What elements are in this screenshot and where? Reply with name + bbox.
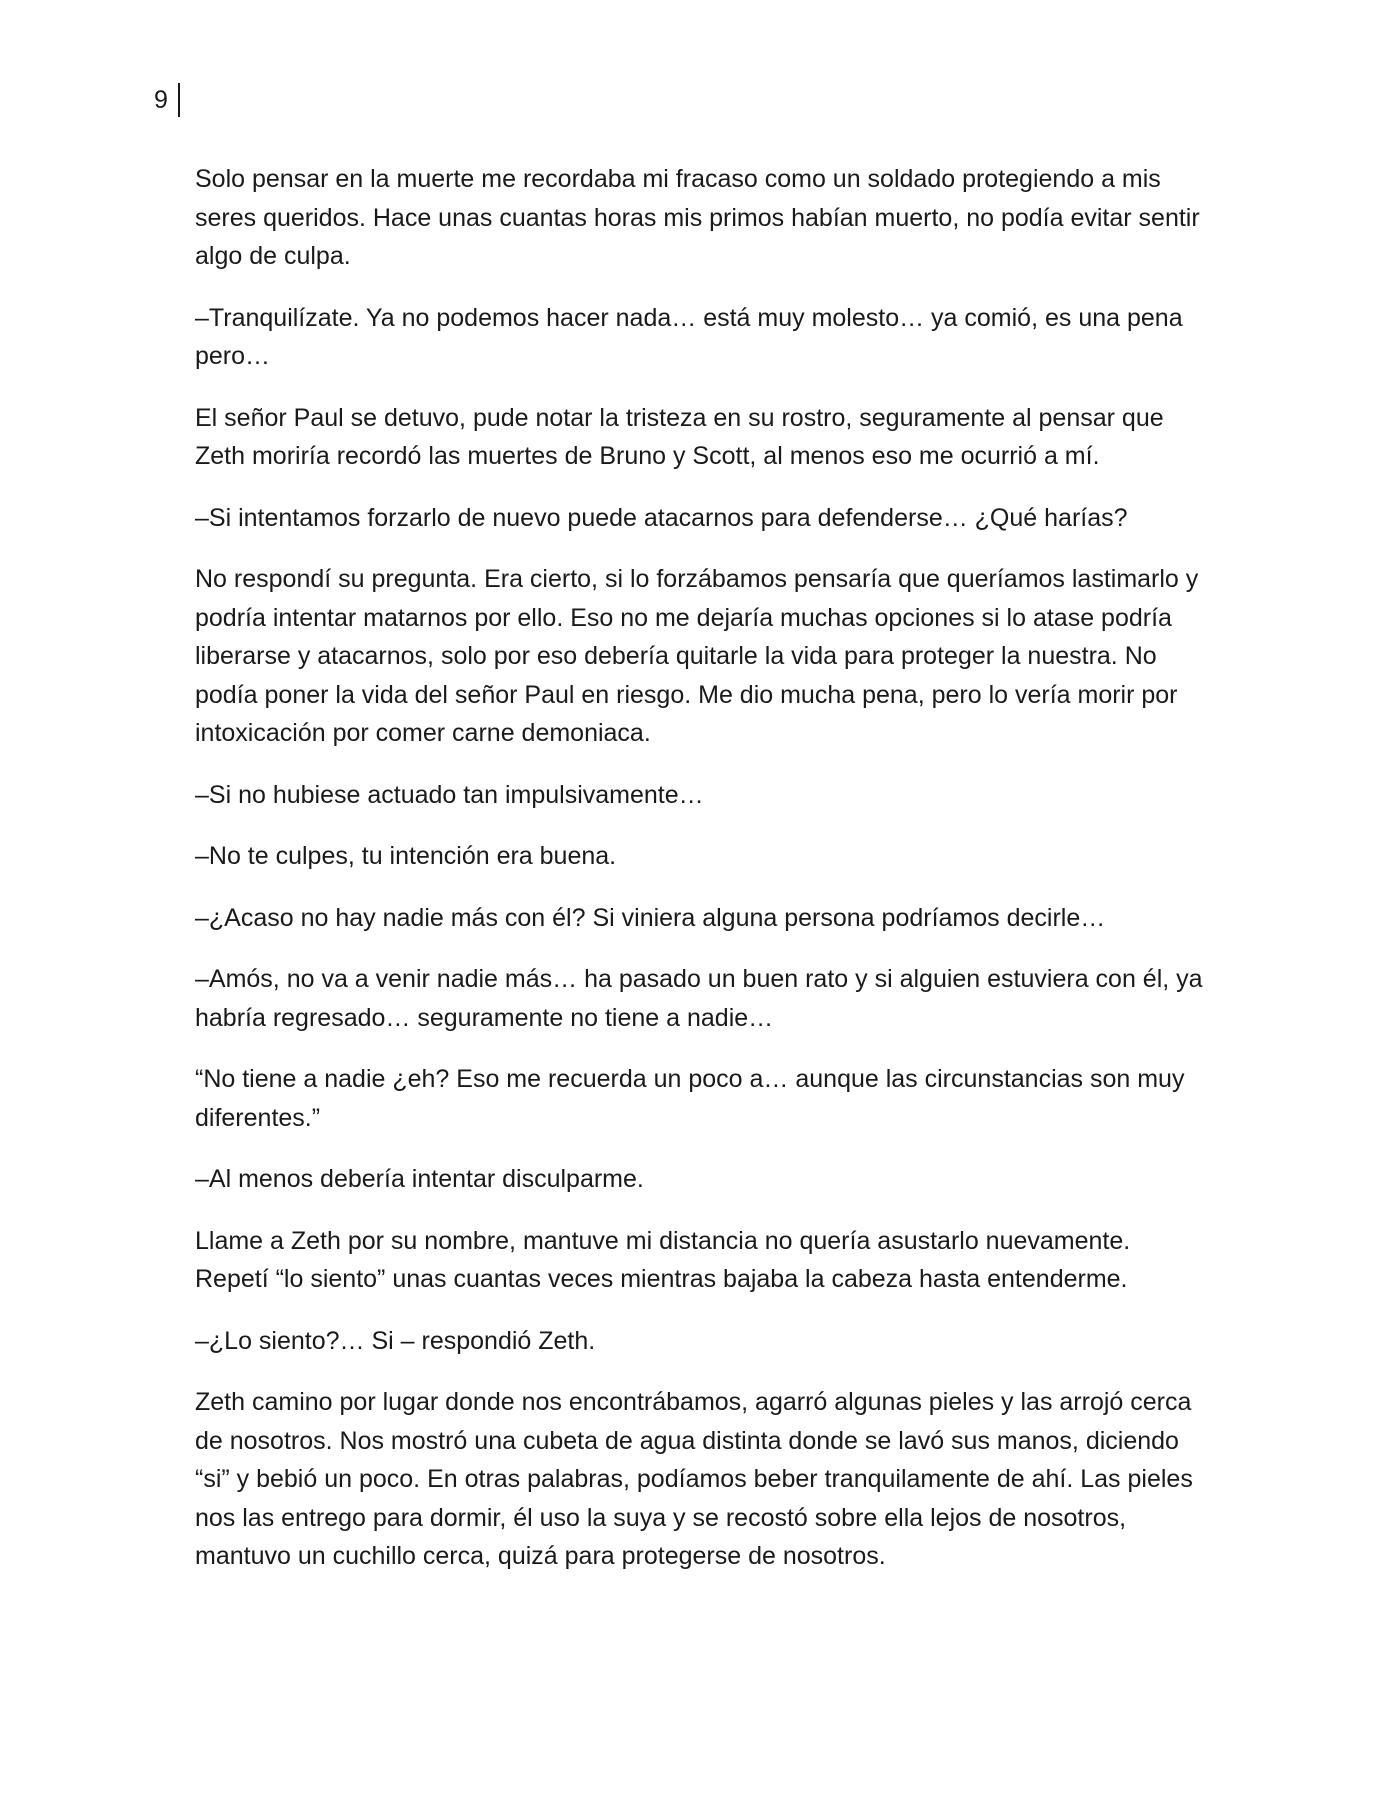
paragraph: “No tiene a nadie ¿eh? Eso me recuerda un poco a… aunque las circunstancias son muy diferentes.”	[195, 1065, 1185, 1132]
header-divider	[178, 83, 180, 117]
paragraph: Llame a Zeth por su nombre, mantuve mi distancia no quería asustarlo nuevamente. Repetí “lo siento” unas cuantas veces mientras bajaba la cabeza hasta entenderme.	[195, 1226, 1131, 1293]
paragraph: –¿Acaso no hay nadie más con él? Si viniera alguna persona podríamos decirle…	[195, 903, 1106, 932]
paragraph: –Si no hubiese actuado tan impulsivamente…	[195, 780, 704, 809]
page-number: 9	[154, 86, 168, 114]
paragraph: El señor Paul se detuvo, pude notar la tristeza en su rostro, seguramente al pensar que Zeth moriría recordó las muertes de Bruno y Scott, al menos eso me ocurrió a mí.	[195, 403, 1164, 470]
paragraph: –No te culpes, tu intención era buena.	[195, 842, 617, 870]
paragraph: –Amós, no va a venir nadie más… ha pasado un buen rato y si alguien estuviera con él, ya habría regresado… seguramente no tiene a nadie…	[195, 965, 1203, 1032]
body-text	[195, 160, 1205, 1599]
paragraph: –Al menos debería intentar disculparme.	[195, 1165, 644, 1193]
paragraph: –¿Lo siento?… Si – respondió Zeth.	[195, 1326, 596, 1355]
page-header	[154, 84, 180, 116]
paragraph: –Tranquilízate. Ya no podemos hacer nada… está muy molesto… ya comió, es una pena pero…	[195, 303, 1183, 370]
paragraph: –Si intentamos forzarlo de nuevo puede atacarnos para defenderse… ¿Qué harías?	[195, 503, 1128, 532]
paragraph: Zeth camino por lugar donde nos encontrábamos, agarró algunas pieles y las arrojó cerca de nosotros. Nos mostró una cubeta de agua distinta donde se lavó sus manos, diciendo “si” y bebió un poco. En otras palabras, podíamos beber tranquilamente de ahí. Las pieles nos las entrego para dormir, él uso la suya y se recostó sobre ella lejos de nosotros, mantuvo un cuchillo cerca, quizá para protegerse de nosotros.	[195, 1388, 1193, 1570]
paragraph: No respondí su pregunta. Era cierto, si lo forzábamos pensaría que queríamos lastimarlo y podría intentar matarnos por ello. Eso no me dejaría muchas opciones si lo atase podría liberarse y atacarnos, solo por eso debería quitarle la vida para proteger la nuestra. No podía poner la vida del señor Paul en riesgo. Me dio mucha pena, pero lo vería morir por intoxicación por comer carne demoniaca.	[195, 565, 1199, 747]
paragraph: Solo pensar en la muerte me recordaba mi fracaso como un soldado protegiendo a mis seres queridos. Hace unas cuantas horas mis primos habían muerto, no podía evitar sentir algo de culpa.	[195, 165, 1200, 270]
